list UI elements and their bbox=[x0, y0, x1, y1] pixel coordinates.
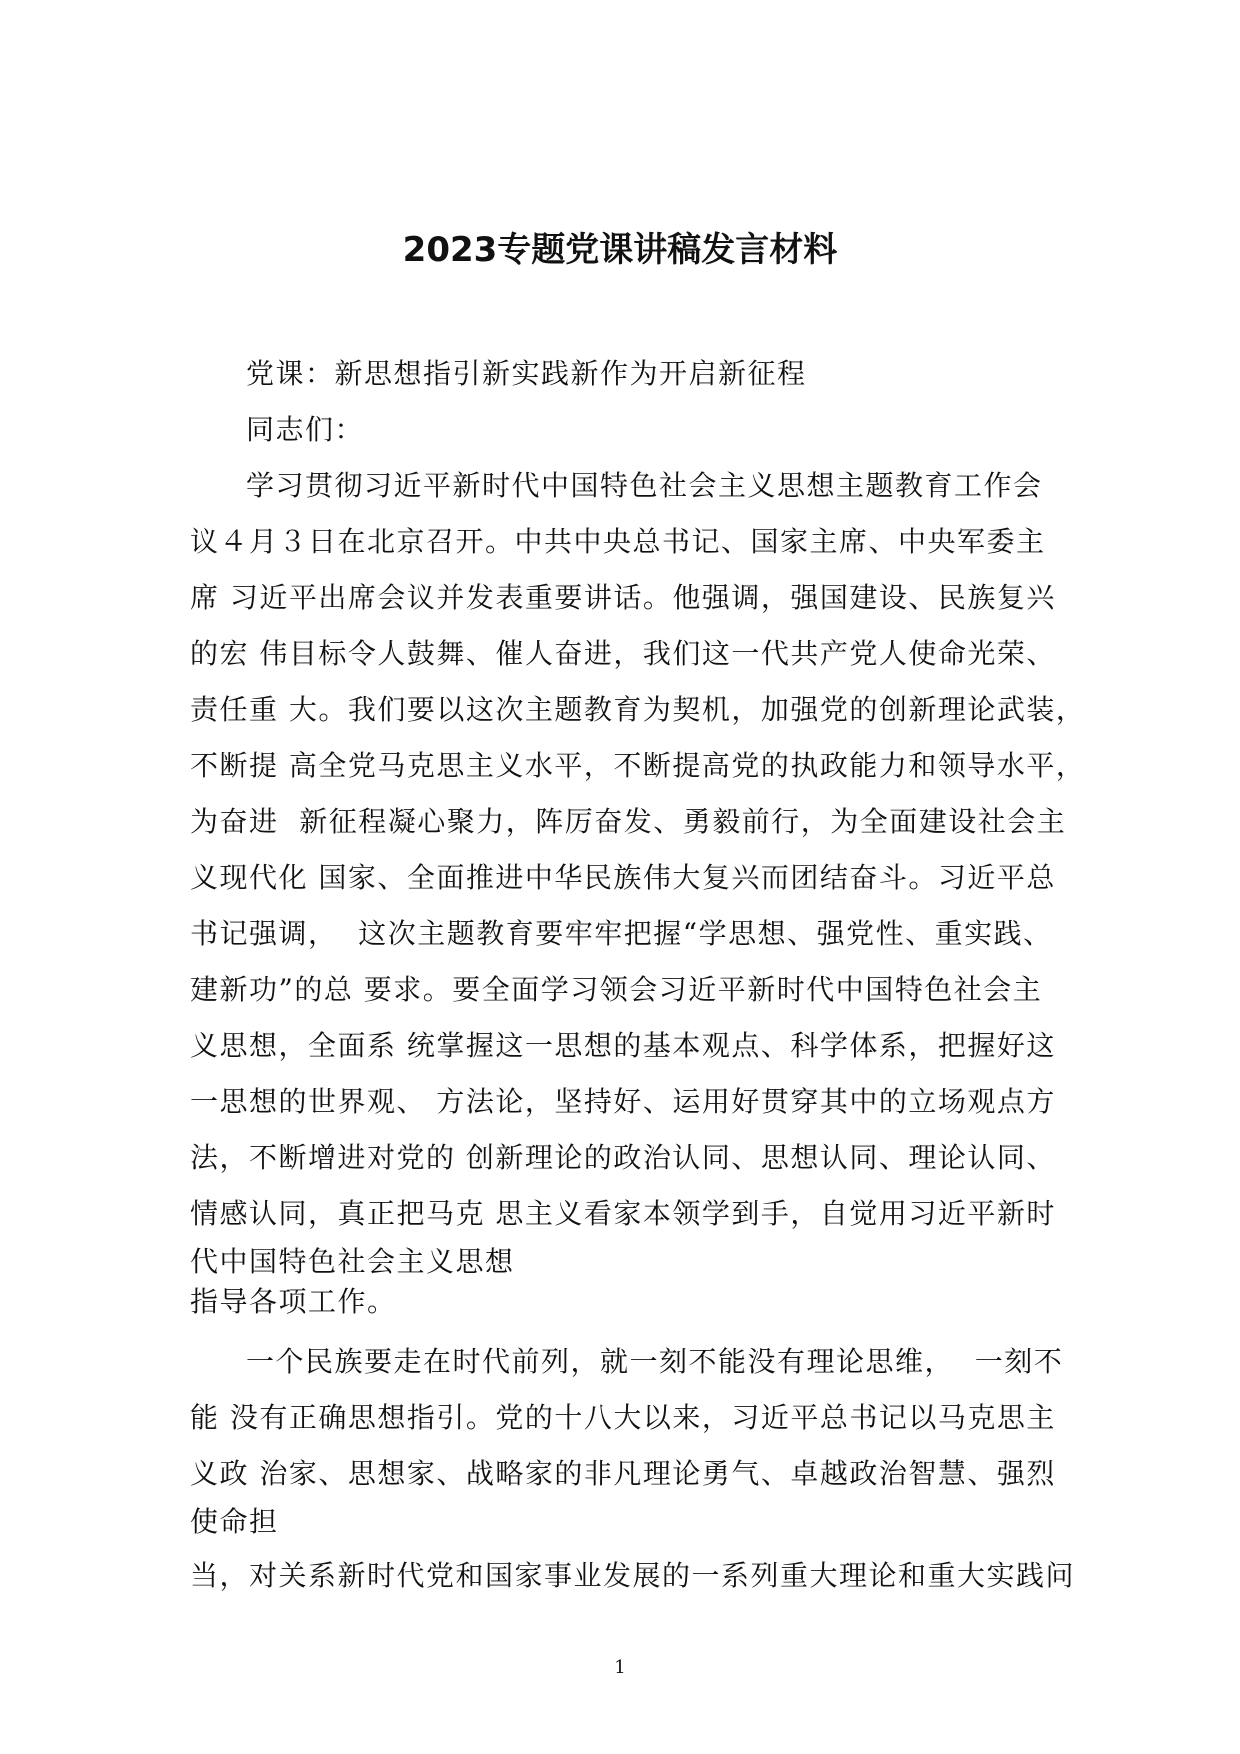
paragraph-2-line-5: 当，对关系新时代党和国家事业发展的一系列重大理论和重大实践问 bbox=[190, 1559, 1076, 1592]
paragraph-1-line-5: 责任重 大。我们要以这次主题教育为契机，加强党的创新理论武装， bbox=[190, 693, 1086, 726]
paragraph-1-line-7: 为奋进 新征程凝心聚力，阵厉奋发、勇毅前行，为全面建设社会主 bbox=[190, 805, 1067, 838]
paragraph-1-line-12: 一思想的世界观、 方法论，坚持好、运用好贯穿其中的立场观点方 bbox=[190, 1085, 1056, 1118]
paragraph-1-line-3: 席 习近平出席会议并发表重要讲话。他强调，强国建设、民族复兴 bbox=[190, 581, 1056, 614]
paragraph-1-line-15: 代中国特色社会主义思想 bbox=[190, 1245, 515, 1278]
lecture-subtitle-line: 党课：新思想指引新实践新作为开启新征程 bbox=[246, 357, 807, 390]
paragraph-2-line-3: 义政 治家、思想家、战略家的非凡理论勇气、卓越政治智慧、强烈 bbox=[190, 1457, 1056, 1490]
paragraph-1-line-4: 的宏 伟目标令人鼓舞、催人奋进，我们这一代共产党人使命光荣、 bbox=[190, 637, 1056, 670]
paragraph-2-line-4: 使命担 bbox=[190, 1505, 279, 1538]
salutation-line: 同志们： bbox=[246, 413, 365, 446]
paragraph-1-line-9: 书记强调， 这次主题教育要牢牢把握“学思想、强党性、重实践、 bbox=[190, 917, 1053, 950]
paragraph-1-line-13: 法，不断增进对党的 创新理论的政治认同、思想认同、理论认同、 bbox=[190, 1141, 1056, 1174]
paragraph-1-line-16: 指导各项工作。 bbox=[190, 1285, 397, 1318]
paragraph-2-line-2: 能 没有正确思想指引。党的十八大以来，习近平总书记以马克思主 bbox=[190, 1401, 1056, 1434]
paragraph-1-line-11: 义思想，全面系 统掌握这一思想的基本观点、科学体系，把握好这 bbox=[190, 1029, 1056, 1062]
document-title: 2023专题党课讲稿发言材料 bbox=[402, 230, 838, 270]
paragraph-1-line-1: 学习贯彻习近平新时代中国特色社会主义思想主题教育工作会 bbox=[246, 469, 1043, 502]
document-body bbox=[190, 346, 1086, 1604]
paragraph-2-line-1: 一个民族要走在时代前列，就一刻不能没有理论思维， 一刻不 bbox=[246, 1345, 1064, 1378]
page-number: 1 bbox=[614, 1657, 626, 1678]
paragraph-1-line-6: 不断提 高全党马克思主义水平，不断提高党的执政能力和领导水平， bbox=[190, 749, 1086, 782]
paragraph-1-line-10: 建新功”的总 要求。要全面学习领会习近平新时代中国特色社会主 bbox=[190, 973, 1043, 1006]
paragraph-1-line-2: 议４月３日在北京召开。中共中央总书记、国家主席、中央军委主 bbox=[190, 525, 1046, 558]
paragraph-1-line-8: 义现代化 国家、全面推进中华民族伟大复兴而团结奋斗。习近平总 bbox=[190, 861, 1056, 894]
paragraph-1-line-14: 情感认同，真正把马克 思主义看家本领学到手，自觉用习近平新时 bbox=[190, 1197, 1056, 1230]
